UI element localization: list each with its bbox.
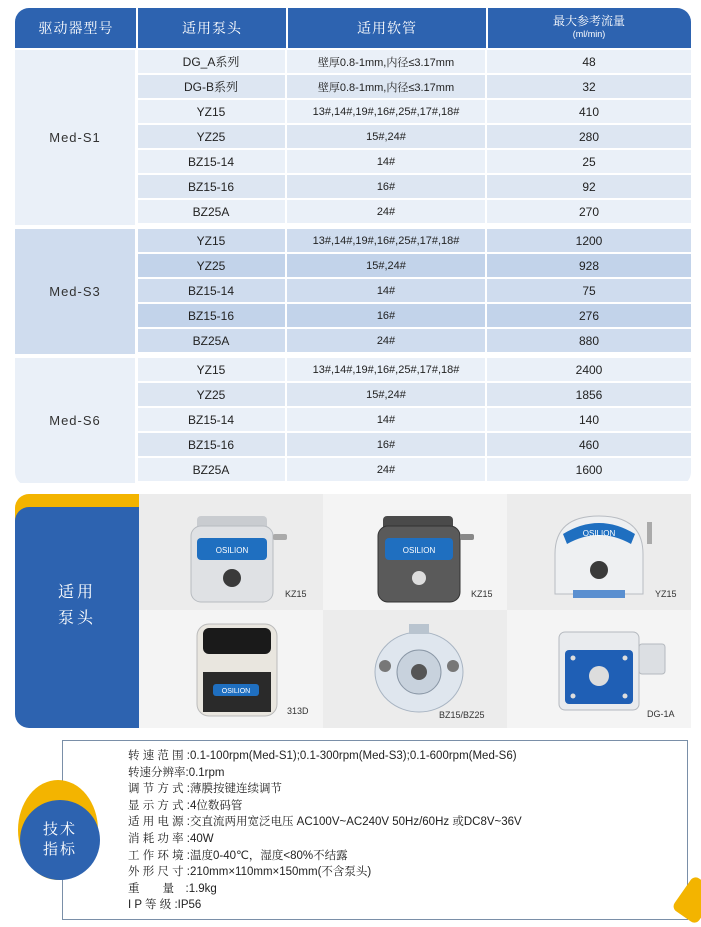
spec-line: 适 用 电 源 :交直流两用宽泛电压 AC100V~AC240V 50Hz/60Hz 或DC8V~36V bbox=[128, 816, 522, 829]
pump-brand: OSILION bbox=[582, 529, 616, 538]
header-pump-head: 适用泵头 bbox=[182, 20, 242, 36]
spec-line: 重 量 :1.9kg bbox=[128, 882, 217, 895]
model-cell: Med-S3 bbox=[15, 229, 135, 354]
table-row bbox=[137, 358, 691, 381]
pump-head-cell: BZ15-14 bbox=[137, 408, 287, 431]
spec-line: 显 示 方 式 :4位数码管 bbox=[128, 799, 243, 812]
pump-caption: KZ15 bbox=[471, 589, 493, 599]
tubing-cell: 24# bbox=[287, 329, 487, 352]
pump-caption: BZ15/BZ25 bbox=[439, 710, 485, 720]
tubing-cell: 24# bbox=[287, 458, 487, 481]
table-row bbox=[137, 279, 691, 302]
table-row bbox=[137, 433, 691, 456]
spec-line: 调 节 方 式 :薄膜按键连续调节 bbox=[128, 783, 282, 796]
pump-caption: 313D bbox=[287, 706, 309, 716]
flow-cell: 140 bbox=[578, 412, 600, 427]
flow-cell: 48 bbox=[582, 54, 596, 69]
table-row bbox=[137, 254, 691, 277]
flow-cell: 460 bbox=[578, 437, 600, 452]
spec-line: 转 速 范 围 :0.1-100rpm(Med-S1);0.1-300rpm(Med-S3);0.1-600rpm(Med-S6) bbox=[128, 750, 517, 762]
header-model: 驱动器型号 bbox=[38, 20, 114, 36]
spec-label-line: 技术 bbox=[42, 821, 77, 838]
tubing-cell: 14# bbox=[287, 408, 487, 431]
table-row bbox=[137, 458, 691, 481]
pump-brand: OSILION bbox=[215, 546, 249, 555]
model-cell: Med-S1 bbox=[15, 50, 135, 225]
pump-head-cell: DG-B系列 bbox=[137, 75, 287, 98]
tubing-cell: 13#,14#,19#,16#,25#,17#,18# bbox=[287, 229, 487, 252]
table-header bbox=[15, 8, 691, 48]
table-row bbox=[137, 100, 691, 123]
flow-cell: 928 bbox=[578, 258, 600, 273]
pump-head-cell: BZ15-14 bbox=[137, 279, 287, 302]
pump-head-cell: YZ25 bbox=[137, 254, 287, 277]
pump-image-kz15-light bbox=[139, 494, 323, 610]
flow-cell: 32 bbox=[582, 79, 596, 94]
pump-head-cell: BZ25A bbox=[137, 329, 287, 352]
pump-brand: OSILION bbox=[402, 546, 436, 555]
pump-head-cell: YZ15 bbox=[137, 358, 287, 381]
pump-image-yz15 bbox=[507, 494, 691, 610]
flow-cell: 270 bbox=[578, 204, 600, 219]
flow-cell: 25 bbox=[582, 154, 596, 169]
pump-label-line: 泵头 bbox=[57, 610, 96, 627]
flow-cell: 2400 bbox=[575, 362, 603, 377]
header-tubing: 适用软管 bbox=[357, 20, 417, 36]
pump-head-cell: BZ25A bbox=[137, 200, 287, 223]
tubing-cell: 16# bbox=[287, 175, 487, 198]
pump-head-cell: DG_A系列 bbox=[137, 50, 287, 73]
tubing-cell: 16# bbox=[287, 304, 487, 327]
flow-cell: 75 bbox=[582, 283, 596, 298]
tubing-cell: 壁厚0.8-1mm,内径≤3.17mm bbox=[287, 50, 487, 73]
table-row bbox=[137, 229, 691, 252]
tubing-cell: 壁厚0.8-1mm,内径≤3.17mm bbox=[287, 75, 487, 98]
tubing-cell: 24# bbox=[287, 200, 487, 223]
tubing-cell: 15#,24# bbox=[287, 125, 487, 148]
spec-label-circle bbox=[20, 800, 100, 880]
pump-head-cell: YZ15 bbox=[137, 100, 287, 123]
flow-cell: 1856 bbox=[575, 387, 603, 402]
flow-cell: 1200 bbox=[575, 233, 603, 248]
spec-label-line: 指标 bbox=[42, 841, 77, 858]
header-flow-label: 最大参考流量 bbox=[552, 14, 625, 28]
tubing-cell: 16# bbox=[287, 433, 487, 456]
spec-line: 消 耗 功 率 :40W bbox=[128, 832, 214, 845]
flow-cell: 880 bbox=[578, 333, 600, 348]
pump-head-cell: YZ25 bbox=[137, 125, 287, 148]
pump-caption: DG-1A bbox=[647, 709, 675, 719]
table-row bbox=[137, 75, 691, 98]
pump-head-cell: BZ15-16 bbox=[137, 304, 287, 327]
table-row bbox=[137, 304, 691, 327]
tubing-cell: 14# bbox=[287, 150, 487, 173]
pump-image-313d bbox=[139, 610, 323, 728]
pump-head-cell: BZ15-16 bbox=[137, 175, 287, 198]
spec-line: 工 作 环 境 :温度0-40℃，湿度<80%不结露 bbox=[128, 849, 348, 862]
table-row bbox=[137, 150, 691, 173]
flow-cell: 280 bbox=[578, 129, 600, 144]
spec-list bbox=[128, 748, 522, 914]
flow-cell: 92 bbox=[582, 179, 596, 194]
pump-section-label bbox=[15, 580, 139, 632]
tubing-cell: 14# bbox=[287, 279, 487, 302]
pump-head-cell: BZ15-14 bbox=[137, 150, 287, 173]
model-group-med-s3 bbox=[15, 229, 691, 354]
table-row bbox=[137, 50, 691, 73]
table-row bbox=[137, 175, 691, 198]
pump-label-line: 适用 bbox=[57, 584, 96, 601]
model-cell: Med-S6 bbox=[15, 358, 135, 483]
tubing-cell: 13#,14#,19#,16#,25#,17#,18# bbox=[287, 100, 487, 123]
header-flow-unit: (ml/min) bbox=[572, 29, 606, 39]
table-row bbox=[137, 125, 691, 148]
flow-cell: 276 bbox=[578, 308, 600, 323]
tubing-cell: 15#,24# bbox=[287, 383, 487, 406]
flow-rate-table bbox=[15, 8, 691, 486]
pump-caption: KZ15 bbox=[285, 589, 307, 599]
model-group-med-s1 bbox=[15, 50, 691, 225]
pump-head-cell: BZ25A bbox=[137, 458, 287, 481]
spec-line: 转速分辨率:0.1rpm bbox=[128, 766, 225, 779]
flow-cell: 1600 bbox=[575, 462, 603, 477]
pump-head-cell: YZ15 bbox=[137, 229, 287, 252]
model-group-med-s6 bbox=[15, 358, 691, 483]
table-row bbox=[137, 383, 691, 406]
table-row bbox=[137, 408, 691, 431]
spec-line: I P 等 级 :IP56 bbox=[128, 899, 202, 912]
pump-brand: OSILION bbox=[221, 688, 251, 695]
tubing-cell: 15#,24# bbox=[287, 254, 487, 277]
table-row bbox=[137, 200, 691, 223]
pump-head-cell: BZ15-16 bbox=[137, 433, 287, 456]
pump-head-cell: YZ25 bbox=[137, 383, 287, 406]
pump-image-dg-1a bbox=[507, 610, 691, 728]
pump-image-bz15-bz25 bbox=[323, 610, 507, 728]
header-flow bbox=[487, 8, 691, 48]
tubing-cell: 13#,14#,19#,16#,25#,17#,18# bbox=[287, 358, 487, 381]
pump-image-kz15-dark bbox=[323, 494, 507, 610]
flow-cell: 410 bbox=[578, 104, 600, 119]
spec-line: 外 形 尺 寸 :210mm×110mm×150mm(不含泵头) bbox=[128, 866, 372, 879]
table-row bbox=[137, 329, 691, 352]
pump-caption: YZ15 bbox=[655, 589, 677, 599]
